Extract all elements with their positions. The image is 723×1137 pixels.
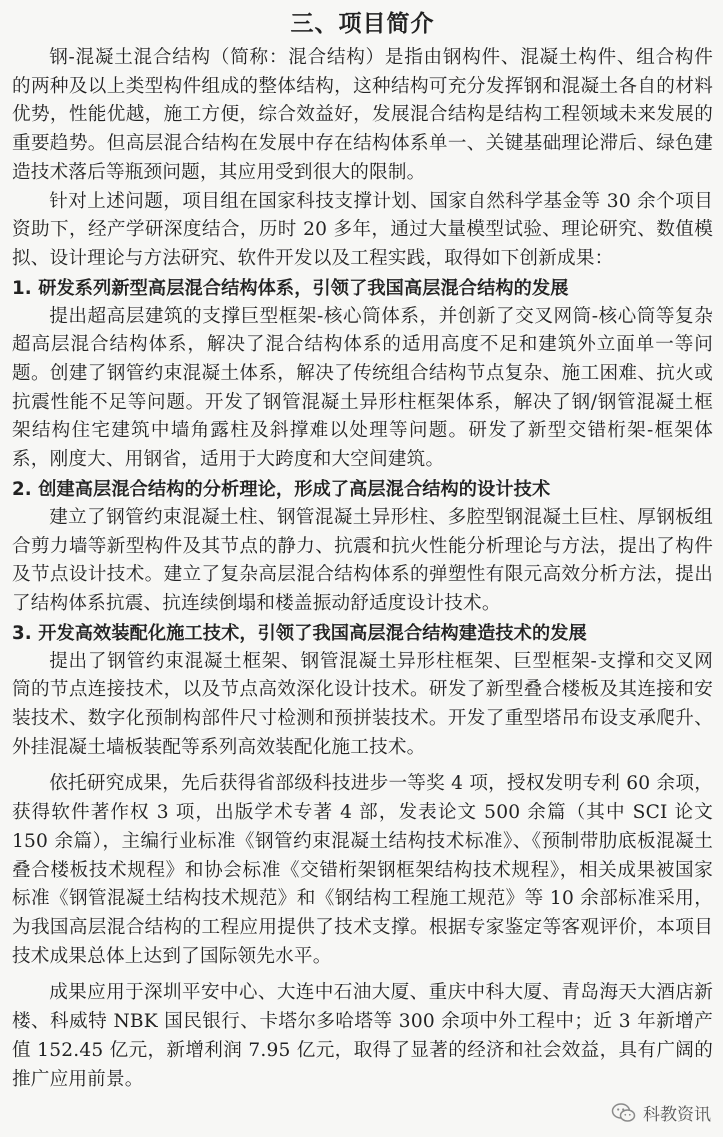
source-label: 科教资讯 <box>643 1105 711 1125</box>
source-badge <box>611 1100 711 1125</box>
intro-paragraph-2: 针对上述问题，项目组在国家科技支撑计划、国家自然科学基金等 30 余个项目资助下，经产学研深度结合，历时 20 多年，通过大量模型试验、理论研究、数值模拟、设计理论与方法研究、软件开发以及工程实践，取得如下创新成果： <box>12 190 713 269</box>
section-3-heading: 3. 开发高效装配化施工技术，引领了我国高层混合结构建造技术的发展 <box>12 622 587 644</box>
application-paragraph: 成果应用于深圳平安中心、大连中石油大厦、重庆中科大厦、青岛海天大酒店新楼、科威特 NBK 国民银行、卡塔尔多哈塔等 300 余项中外工程中；近 3 年新增产值 152.45 亿元，新增利润 7.95 亿元，取得了显著的经济和社会效益，具有广阔的推广应用前景。 <box>12 982 713 1090</box>
wechat-icon <box>611 1102 637 1124</box>
section-3-body: 提出了钢管约束混凝土框架、钢管混凝土异形柱框架、巨型框架-支撑和交叉网筒的节点连接技术，以及节点高效深化设计技术。研发了新型叠合楼板及其连接和安装技术、数字化预制构部件尺寸检测和预拼装技术。开发了重型塔吊布设支承爬升、外挂混凝土墙板装配等系列高效装配化施工技术。 <box>12 650 713 758</box>
section-1-body: 提出超高层建筑的支撑巨型框架-核心筒体系，并创新了交叉网筒-核心筒等复杂超高层混合结构体系，解决了混合结构体系的适用高度不足和建筑外立面单一等问题。创建了钢管约束混凝土体系，解决了传统组合结构节点复杂、施工困难、抗火或抗震性能不足等问题。开发了钢管混凝土异形柱框架体系，解决了钢/钢管混凝土框架结构住宅建筑中墙角露柱及斜撑难以处理等问题。研发了新型交错桁架-框架体系，刚度大、用钢省，适用于大跨度和大空间建筑。 <box>12 305 713 471</box>
spacer <box>12 971 713 979</box>
results-paragraph: 依托研究成果，先后获得省部级科技进步一等奖 4 项，授权发明专利 60 余项，获得软件著作权 3 项，出版学术专著 4 部，发表论文 500 余篇（其中 SCI 论文 150 余篇），主编行业标准《钢管约束混凝土结构技术标准》、《预制带肋底板混凝土叠合楼板技术规程》和协会标准《交错桁架钢框架结构技术规程》，相关成果被国家标准《钢管混凝土结构技术规范》和《钢结构工程施工规范》等 10 余部标准采用，为我国高层混合结构的工程应用提供了技术支撑。根据专家鉴定等客观评价，本项目技术成果总体上达到了国际领先水平。 <box>12 773 713 967</box>
intro-paragraph-1: 钢-混凝土混合结构（简称：混合结构）是指由钢构件、混凝土构件、组合构件的两种及以上类型构件组成的整体结构，这种结构可充分发挥钢和混凝土各自的材料优势，性能优越，施工方便，综合效益好，发展混合结构是结构工程领域未来发展的重要趋势。但高层混合结构在发展中存在结构体系单一、关键基础理论滞后、绿色建造技术落后等瓶颈问题，其应用受到很大的限制。 <box>12 47 713 183</box>
section-2-body: 建立了钢管约束混凝土柱、钢管混凝土异形柱、多腔型钢混凝土巨柱、厚钢板组合剪力墙等新型构件及其节点的静力、抗震和抗火性能分析理论与方法，提出了构件及节点设计技术。建立了复杂高层混合结构体系的弹塑性有限元高效分析方法，提出了结构体系抗震、抗连续倒塌和楼盖振动舒适度设计技术。 <box>12 506 713 614</box>
section-2-heading: 2. 创建高层混合结构的分析理论，形成了高层混合结构的设计技术 <box>12 478 551 500</box>
spacer <box>12 762 713 770</box>
page-title: 三、项目简介 <box>290 11 435 37</box>
section-1-heading: 1. 研发系列新型高层混合结构体系，引领了我国高层混合结构的发展 <box>12 277 569 299</box>
